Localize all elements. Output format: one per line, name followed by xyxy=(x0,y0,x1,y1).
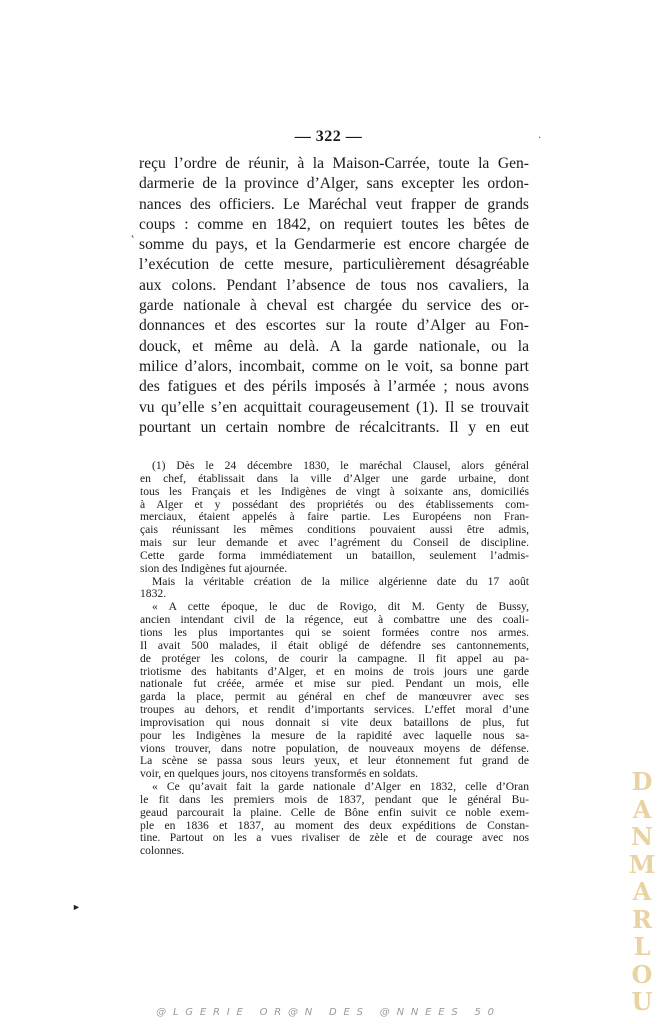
main-text-line: aux colons. Pendant l’absence de tous nos cavaliers, la xyxy=(139,276,529,294)
main-text-line: douck, et même au delà. A la garde nationale, ou la xyxy=(139,337,529,355)
watermark-letter: D xyxy=(631,767,653,796)
main-text-line: vu qu’elle s’en acquittait courageusement (1). Il se trouvait xyxy=(139,398,529,416)
watermark-letter: O xyxy=(631,959,653,989)
main-text-line: garde nationale à cheval est chargée du service des or- xyxy=(139,297,529,315)
main-text-line: darmerie de la province d’Alger, sans excepter les ordon- xyxy=(139,175,529,193)
footnote-line: vions trouver, dans notre population, de nouveaux moyens de défense. xyxy=(140,741,529,755)
main-text-line: somme du pays, et la Gendarmerie est encore chargée de xyxy=(139,236,529,254)
page-number: — 322 — xyxy=(294,128,363,145)
stray-tick-mark: ˛ xyxy=(131,224,135,238)
watermark-letter: U xyxy=(631,987,653,1016)
footnote-line: nationale fut créée, armée et mise sur pied. Pendant un mois, elle xyxy=(140,677,529,691)
footnote-line: Mais la véritable création de la milice algérienne date du 17 août xyxy=(152,574,529,588)
main-text-line: milice d’alors, incombait, comme on le voit, sa bonne part xyxy=(139,357,529,375)
footnote-line: de protéger les colons, de courir la campagne. Il fit appel au pa- xyxy=(140,651,529,665)
watermark-letter: L xyxy=(633,932,651,961)
main-text-line: coups : comme en 1842, on requiert toutes les bêtes de xyxy=(139,215,529,233)
footnote-line: colonnes. xyxy=(140,844,185,858)
footnote-line: merciaux, étaient appelés à faire partie. Les Européens non Fran- xyxy=(140,510,529,524)
footnote-line: Cette garde forma immédiatement un bataillon, seulement l’admis- xyxy=(140,548,529,562)
footnote-line: Il avait 500 malades, il était obligé de défendre ses cantonnements, xyxy=(140,638,529,652)
footnote-line: tions les plus importantes qui se soient formées contre nos armes. xyxy=(140,625,529,639)
main-text-line: donnances et des escortes sur la route d’Alger au Fon- xyxy=(139,317,529,335)
footnote-line: le fit dans les premiers mois de 1837, pendant que le général Bu- xyxy=(140,792,529,806)
footnote-line: çais réunissant les mêmes conditions pouvaient aussi être admis, xyxy=(140,523,529,537)
footnote-line: triotisme des habitants d’Alger, et en moins de trois jours une garde xyxy=(140,664,529,678)
footnote-line: voir, en quelques jours, nos citoyens transformés en soldats. xyxy=(140,767,419,781)
watermark-letter: A xyxy=(632,794,652,824)
footnote-line: sion des Indigènes fut ajournée. xyxy=(140,561,288,575)
footnote-line: La scène se passa sous leurs yeux, et leur étonnement fut grand de xyxy=(140,754,529,768)
watermark-letter: R xyxy=(632,904,652,934)
footnote-line: 1832. xyxy=(140,587,167,601)
margin-arrow-mark: ► xyxy=(72,902,81,912)
footnote-line: tous les Français et les Indigènes de vingt à soixante ans, domiciliés xyxy=(140,484,529,498)
footnote-line: geaud parcourait la plaine. Celle de Bône enfin suivit ce noble exem- xyxy=(140,805,529,819)
main-text-line: des fatigues et des périls imposés à l’armée ; nous avons xyxy=(139,378,529,396)
footnote-line: « A cette époque, le duc de Rovigo, dit M. Genty de Bussy, xyxy=(152,600,529,614)
footnote-line: ancien intendant civil de la régence, eut à combattre une des coali- xyxy=(140,613,529,627)
footnote-line: en chef, établissait dans la ville d’Alger une garde urbaine, dont xyxy=(140,471,529,485)
footnote-block xyxy=(140,460,529,858)
footnote-line: mais sur leur demande et avec l’agrément du Conseil de discipline. xyxy=(140,536,529,550)
main-text-line: l’exécution de cette mesure, particulièrement désagréable xyxy=(139,256,529,274)
main-text-body xyxy=(139,154,529,438)
footnote-line: troupes au dehors, et rendit d’importants services. L’effet moral d’une xyxy=(140,703,529,717)
watermark-bottom: @LGERIE OR@N DES @NNEES 50 xyxy=(156,1007,501,1018)
footnote-line: tine. Partout on les a vues rivaliser de zèle et de courage avec nos xyxy=(140,831,529,845)
main-text-line: pourtant un certain nombre de récalcitrants. Il y en eut xyxy=(139,418,529,436)
footnote-line: pour les Indigènes la mesure de la rapidité avec laquelle nous sa- xyxy=(140,728,529,742)
watermark-vertical xyxy=(627,768,657,1016)
watermark-letter: M xyxy=(628,849,656,879)
footnote-line: ple en 1836 et 1837, au moment des deux expéditions de Constan- xyxy=(140,818,529,832)
footnote-line: improvisation qui nous donnait si vite deux bataillons de plus, fut xyxy=(140,715,529,729)
watermark-letter: A xyxy=(632,877,652,906)
main-text-line: reçu l’ordre de réunir, à la Maison-Carrée, toute la Gen- xyxy=(139,155,529,172)
footnote-line: « Ce qu’avait fait la garde nationale d’Alger en 1832, celle d’Oran xyxy=(152,780,529,794)
footnote-line: à Alger et y possédant des propriétés ou des établissements com- xyxy=(140,497,529,511)
watermark-letter: N xyxy=(631,822,653,851)
main-text-line: nances des officiers. Le Maréchal veut frapper de grands xyxy=(139,195,529,213)
footnote-line: garda la place, permit au général en chef de manœuvrer avec ses xyxy=(140,690,529,704)
stray-dot-mark: · xyxy=(538,133,542,144)
footnote-line: (1) Dès le 24 décembre 1830, le maréchal Clausel, alors général xyxy=(152,459,529,472)
